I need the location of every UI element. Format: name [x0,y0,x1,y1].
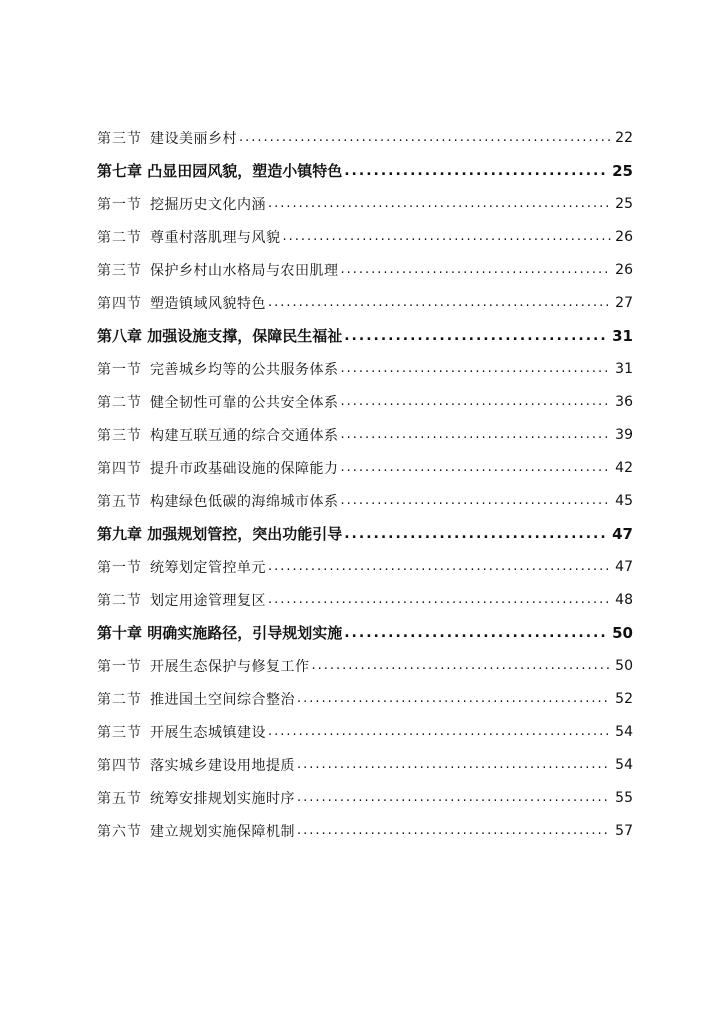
toc-entry-title [97,491,339,511]
toc-entry-title [97,128,237,148]
section-title: 完善城乡均等的公共服务体系 [150,361,339,378]
toc-entry[interactable] [97,748,633,781]
page-number: 47 [615,558,633,575]
section-number: 第二节 [97,394,142,411]
section-number: 第三节 [97,724,142,741]
toc-entry-title [97,194,266,214]
section-number: 第六节 [97,823,142,840]
section-title: 塑造镇域风貌特色 [150,295,266,312]
section-number: 第四节 [97,757,142,774]
chapter-title: 第十章 明确实施路径，引导规划实施 [97,624,343,642]
section-number: 第五节 [97,493,142,510]
toc-entry-title [97,227,281,247]
toc-entry-title [97,260,339,280]
dot-leader [341,460,612,475]
section-title: 开展生态保护与修复工作 [150,658,310,675]
dot-leader [344,625,608,641]
page-number: 25 [612,161,633,180]
toc-entry[interactable] [97,682,633,715]
toc-chapter-entry[interactable] [97,154,633,187]
toc-entry-title [97,656,310,676]
chapter-title: 第七章 凸显田园风貌，塑造小镇特色 [97,162,343,180]
section-title: 划定用途管理复区 [150,592,266,609]
toc-entry-title [97,293,266,313]
page-number: 31 [615,360,633,377]
toc-entry[interactable] [97,286,633,319]
page-number: 45 [615,492,633,509]
toc-entry-title [97,821,295,841]
toc-entry[interactable] [97,715,633,748]
dot-leader [344,163,608,179]
section-title: 挖掘历史文化内涵 [150,196,266,213]
dot-leader [344,328,608,344]
table-of-contents [97,121,633,847]
toc-entry-title [97,425,339,445]
toc-entry[interactable] [97,583,633,616]
section-number: 第一节 [97,361,142,378]
dot-leader [297,757,611,772]
section-title: 统筹安排规划实施时序 [150,790,295,807]
section-number: 第一节 [97,559,142,576]
page-number: 50 [612,623,633,642]
page-number: 42 [615,459,633,476]
dot-leader [268,196,611,211]
toc-entry[interactable] [97,385,633,418]
toc-entry-title [97,359,339,379]
section-number: 第二节 [97,592,142,609]
page-number: 57 [615,822,633,839]
section-number: 第二节 [97,691,142,708]
page-number: 54 [615,756,633,773]
toc-entry-title [97,458,339,478]
dot-leader [297,823,611,838]
page-number: 39 [615,426,633,443]
toc-entry-title [97,788,295,808]
dot-leader [312,658,612,673]
dot-leader [297,691,611,706]
toc-entry[interactable] [97,187,633,220]
toc-entry-title [97,590,266,610]
toc-entry[interactable] [97,451,633,484]
chapter-title: 第八章 加强设施支撑，保障民生福祉 [97,327,343,345]
dot-leader [268,295,611,310]
toc-entry-title [97,755,295,775]
toc-entry[interactable] [97,418,633,451]
toc-entry[interactable] [97,814,633,847]
toc-entry-title [97,722,266,742]
section-title: 保护乡村山水格局与农田肌理 [150,262,339,279]
toc-chapter-entry[interactable] [97,616,633,649]
page-number: 48 [615,591,633,608]
page-number: 54 [615,723,633,740]
section-number: 第一节 [97,658,142,675]
section-title: 落实城乡建设用地提质 [150,757,295,774]
section-number: 第三节 [97,130,142,147]
dot-leader [341,427,612,442]
section-title: 构建绿色低碳的海绵城市体系 [150,493,339,510]
section-number: 第四节 [97,295,142,312]
toc-entry[interactable] [97,352,633,385]
toc-entry[interactable] [97,484,633,517]
section-title: 健全韧性可靠的公共安全体系 [150,394,339,411]
page-number: 27 [615,294,633,311]
dot-leader [341,394,612,409]
chapter-title: 第九章 加强规划管控，突出功能引导 [97,525,343,543]
section-title: 建设美丽乡村 [150,130,237,147]
section-number: 第一节 [97,196,142,213]
section-title: 建立规划实施保障机制 [150,823,295,840]
toc-chapter-entry[interactable] [97,319,633,352]
toc-entry[interactable] [97,550,633,583]
page-number: 55 [615,789,633,806]
page-number: 50 [615,657,633,674]
section-number: 第三节 [97,427,142,444]
section-number: 第五节 [97,790,142,807]
section-number: 第四节 [97,460,142,477]
page-number: 25 [615,195,633,212]
section-title: 统筹划定管控单元 [150,559,266,576]
page-number: 36 [615,393,633,410]
section-title: 尊重村落肌理与风貌 [150,229,281,246]
section-title: 推进国土空间综合整治 [150,691,295,708]
dot-leader [341,361,612,376]
page-number: 26 [615,261,633,278]
section-number: 第二节 [97,229,142,246]
page-number: 31 [612,326,633,345]
dot-leader [239,130,611,145]
dot-leader [341,262,612,277]
dot-leader [268,592,611,607]
toc-entry[interactable] [97,781,633,814]
toc-entry[interactable] [97,220,633,253]
section-number: 第三节 [97,262,142,279]
toc-entry-title [97,392,339,412]
toc-entry-title [97,689,295,709]
dot-leader [268,724,611,739]
page-number: 52 [615,690,633,707]
dot-leader [341,493,612,508]
toc-entry-title [97,557,266,577]
section-title: 提升市政基础设施的保障能力 [150,460,339,477]
page-number: 26 [615,228,633,245]
page-number: 47 [612,524,633,543]
dot-leader [283,229,612,244]
toc-entry[interactable] [97,253,633,286]
section-title: 构建互联互通的综合交通体系 [150,427,339,444]
dot-leader [268,559,611,574]
toc-entry[interactable] [97,649,633,682]
toc-chapter-entry[interactable] [97,517,633,550]
dot-leader [344,526,608,542]
page-number: 22 [615,129,633,146]
dot-leader [297,790,611,805]
section-title: 开展生态城镇建设 [150,724,266,741]
toc-entry[interactable] [97,121,633,154]
